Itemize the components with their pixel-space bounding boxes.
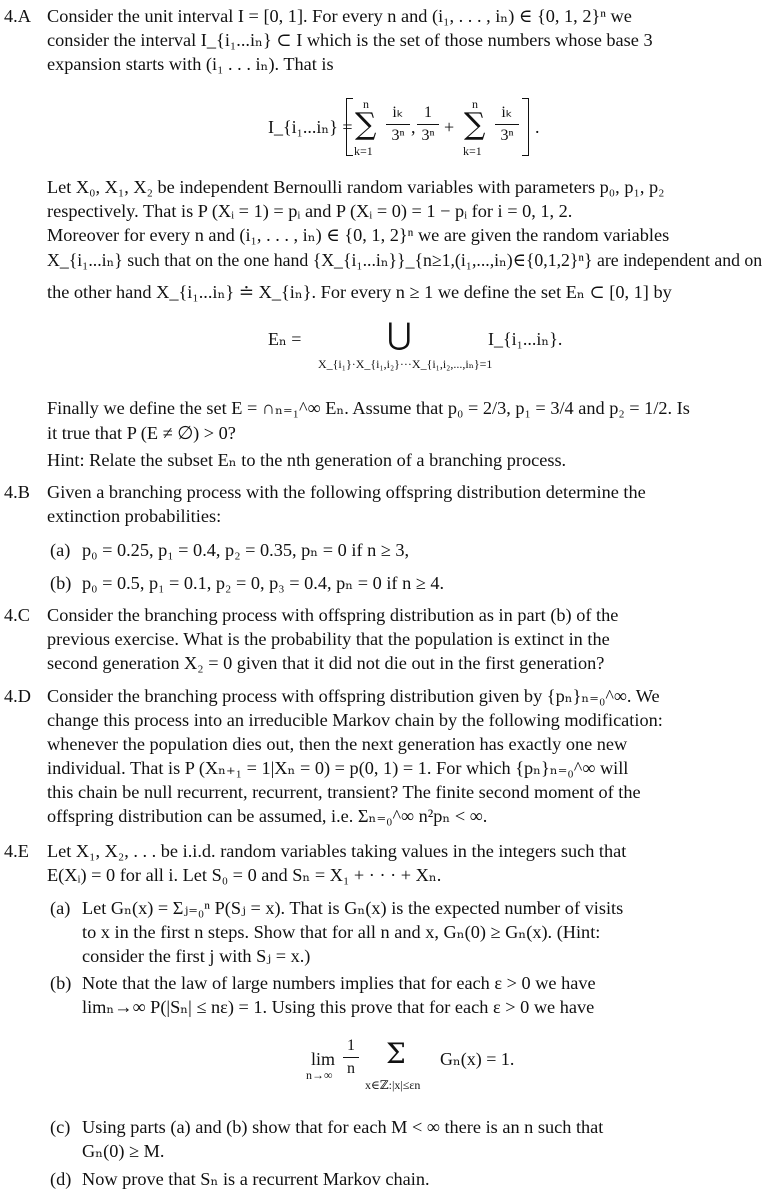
- sum-lower-limit: k=1: [354, 144, 373, 158]
- item-text: Gₙ(0) ≥ M.: [82, 1141, 165, 1161]
- sum-upper-limit: n: [472, 97, 478, 111]
- text-line: Consider the branching process with offspring distribution as in part (b) of the: [47, 605, 619, 625]
- text-line: E(Xᵢ) = 0 for all i. Let S₀ = 0 and Sₙ = X₁ + · · · + Xₙ.: [47, 865, 442, 885]
- text-line: X_{i₁...iₙ} such that on the one hand {X_{i₁...iₙ}}_{n≥1,(i₁,...,iₙ)∈{0,1,2}ⁿ} are independent and on: [47, 250, 763, 270]
- text-line: Finally we define the set E = ∩ₙ₌₁^∞ Eₙ. Assume that p₀ = 2/3, p₁ = 3/4 and p₂ = 1/2. Is: [47, 398, 690, 418]
- sum-symbol: ∑: [355, 107, 377, 142]
- text-line: Let X₀, X₁, X₂ be independent Bernoulli random variables with parameters p₀, p₁, p₂: [47, 177, 665, 197]
- text-line: previous exercise. What is the probability that the population is extinct in the: [47, 629, 610, 649]
- problem-number: 4.A: [4, 6, 31, 26]
- text-line: this chain be null recurrent, recurrent, transient? The finite second moment of the: [47, 782, 641, 802]
- text-line: whenever the population dies out, then the next generation has exactly one new: [47, 734, 628, 754]
- hint-line: Hint: Relate the subset Eₙ to the nth generation of a branching process.: [47, 450, 567, 470]
- comma: ,: [411, 117, 416, 137]
- text-line: consider the interval I_{i₁...iₙ} ⊂ I which is the set of those numbers whose base 3: [47, 30, 653, 50]
- text-line: Given a branching process with the following offspring distribution determine the: [47, 482, 646, 502]
- item-text: p₀ = 0.5, p₁ = 0.1, p₂ = 0, p₃ = 0.4, pₙ = 0 if n ≥ 4.: [82, 573, 445, 593]
- fraction-numerator: 1: [424, 104, 432, 121]
- fraction-bar: [417, 124, 439, 125]
- fraction-denominator: 3ⁿ: [391, 127, 405, 144]
- problem-number: 4.C: [4, 605, 30, 625]
- problem-number: 4.E: [4, 841, 29, 861]
- text-line: change this process into an irreducible Markov chain by the following modification:: [47, 710, 663, 730]
- plus-sign: +: [444, 117, 455, 137]
- equation-rhs: I_{i₁...iₙ}.: [488, 329, 563, 349]
- item-text: limₙ→∞ P(|Sₙ| ≤ nε) = 1. Using this prove that for each ε > 0 we have: [82, 997, 595, 1017]
- text-line: it true that P (E ≠ ∅) > 0?: [47, 423, 236, 443]
- fraction-denominator: 3ⁿ: [500, 127, 514, 144]
- item-label: (c): [50, 1117, 71, 1137]
- left-bracket: [346, 98, 353, 156]
- sum-upper-limit: n: [363, 97, 369, 111]
- fraction-denominator: n: [347, 1060, 355, 1077]
- union-index: X_{i₁}·X_{i₁,i₂}···X_{i₁,i₂,...,iₙ}=1: [318, 357, 493, 371]
- text-line: extinction probabilities:: [47, 506, 222, 526]
- item-label: (a): [50, 540, 71, 560]
- text-line: offspring distribution can be assumed, i.e. Σₙ₌₀^∞ n²pₙ < ∞.: [47, 806, 488, 826]
- sum-symbol: ∑: [464, 107, 486, 142]
- fraction-bar: [343, 1057, 359, 1058]
- period: .: [535, 117, 540, 137]
- sum-lower-limit: k=1: [463, 144, 482, 158]
- item-label: (a): [50, 898, 71, 918]
- union-symbol: ⋃: [387, 317, 412, 352]
- item-label: (b): [50, 573, 72, 593]
- text-line: Consider the unit interval I = [0, 1]. For every n and (i₁, . . . , iₙ) ∈ {0, 1, 2}ⁿ we: [47, 6, 632, 26]
- sum-symbol: Σ: [386, 1037, 406, 1070]
- fraction-numerator: 1: [347, 1037, 355, 1054]
- equation-lhs: I_{i₁...iₙ} =: [268, 117, 353, 137]
- fraction-bar: [495, 124, 519, 125]
- item-text: Using parts (a) and (b) show that for each M < ∞ there is an n such that: [82, 1117, 604, 1137]
- equation-rhs: Gₙ(x) = 1.: [440, 1049, 515, 1069]
- item-label: (b): [50, 973, 72, 993]
- sum-lower-limit: x∈ℤ:|x|≤εn: [365, 1078, 421, 1092]
- fraction-bar: [386, 124, 410, 125]
- text-line: Let X₁, X₂, . . . be i.i.d. random variables taking values in the integers such that: [47, 841, 627, 861]
- item-text: Let Gₙ(x) = Σⱼ₌₀ⁿ P(Sⱼ = x). That is Gₙ(x) is the expected number of visits: [82, 898, 624, 918]
- right-bracket: [522, 98, 529, 156]
- fraction-denominator: 3ⁿ: [421, 127, 435, 144]
- text-line: individual. That is P (Xₙ₊₁ = 1|Xₙ = 0) = p(0, 1) = 1. For which {pₙ}ₙ₌₀^∞ will: [47, 758, 629, 778]
- fraction-numerator: iₖ: [392, 104, 404, 121]
- problem-number: 4.D: [4, 686, 31, 706]
- fraction-numerator: iₖ: [501, 104, 513, 121]
- item-text: Now prove that Sₙ is a recurrent Markov chain.: [82, 1169, 430, 1189]
- problem-number: 4.B: [4, 482, 30, 502]
- item-text: p₀ = 0.25, p₁ = 0.4, p₂ = 0.35, pₙ = 0 if n ≥ 3,: [82, 540, 410, 560]
- item-label: (d): [50, 1169, 72, 1189]
- item-text: to x in the first n steps. Show that for all n and x, Gₙ(0) ≥ Gₙ(x). (Hint:: [82, 922, 601, 942]
- lim-operator: lim: [311, 1049, 336, 1069]
- text-line: Moreover for every n and (i₁, . . . , iₙ) ∈ {0, 1, 2}ⁿ we are given the random variables: [47, 225, 670, 245]
- text-line: expansion starts with (i₁ . . . iₙ). That is: [47, 54, 334, 74]
- equation-lhs: Eₙ =: [268, 329, 302, 349]
- item-text: consider the first j with Sⱼ = x.): [82, 946, 311, 966]
- text-line: second generation X₂ = 0 given that it did not die out in the first generation?: [47, 653, 605, 673]
- text-line: the other hand X_{i₁...iₙ} ≐ X_{iₙ}. For every n ≥ 1 we define the set Eₙ ⊂ [0, 1] by: [47, 282, 672, 302]
- item-text: Note that the law of large numbers implies that for each ε > 0 we have: [82, 973, 596, 993]
- lim-subscript: n→∞: [306, 1068, 333, 1082]
- text-line: respectively. That is P (Xᵢ = 1) = pᵢ and P (Xᵢ = 0) = 1 − pᵢ for i = 0, 1, 2.: [47, 201, 573, 221]
- text-line: Consider the branching process with offspring distribution given by {pₙ}ₙ₌₀^∞. We: [47, 686, 660, 706]
